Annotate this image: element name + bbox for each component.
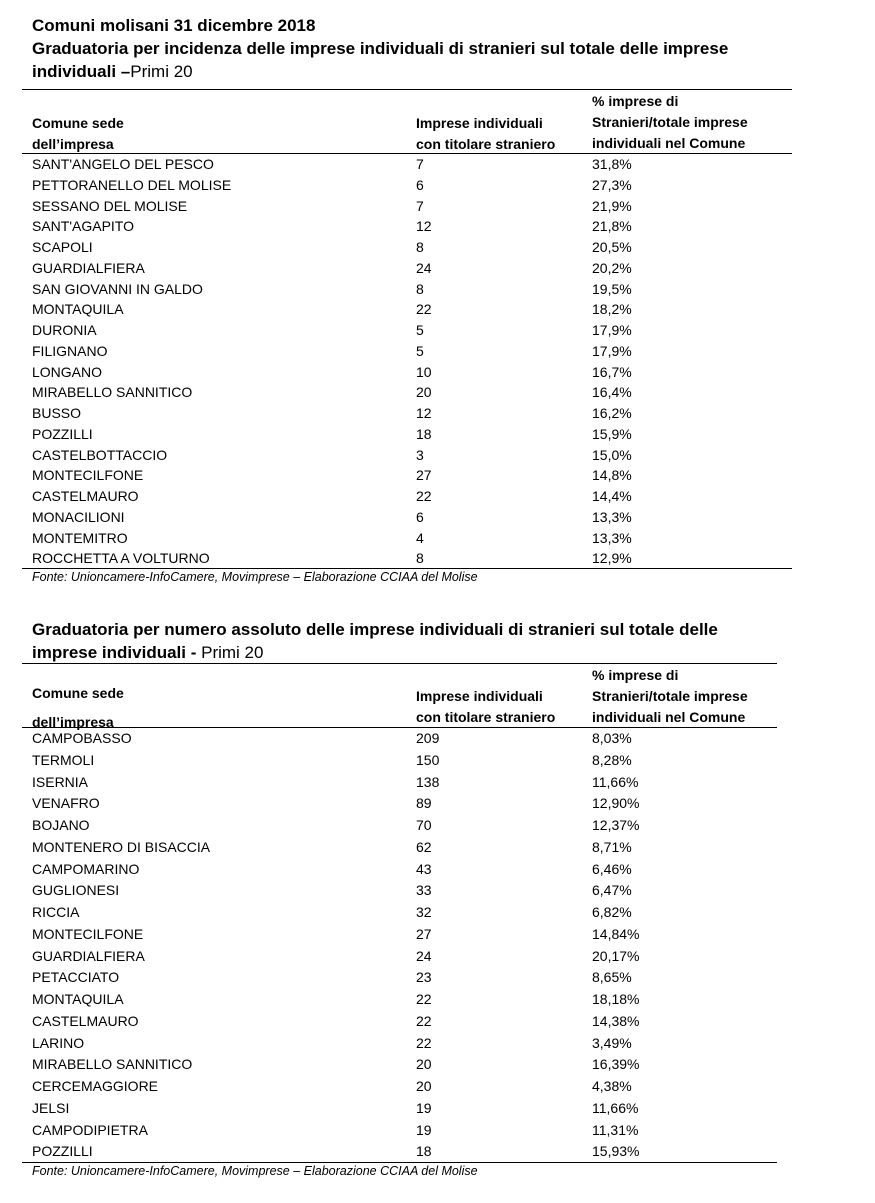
percent-cell: 18,18% (592, 991, 640, 1007)
imprese-cell: 8 (416, 550, 424, 567)
percent-cell: 13,3% (592, 508, 632, 525)
comune-cell: POZZILLI (32, 425, 93, 442)
comune-cell: GUARDIALFIERA (32, 259, 145, 276)
percent-cell: 12,37% (592, 817, 640, 833)
comune-cell: CASTELMAURO (32, 488, 139, 504)
table-row (32, 528, 792, 549)
table1-header-col1 (32, 113, 124, 155)
percent-cell: 20,5% (592, 239, 632, 255)
table1-header-col3-line3: individuali nel Comune (592, 135, 746, 151)
table-row (32, 424, 792, 445)
table1-header-col3-line1: % imprese di (592, 93, 679, 109)
table-row (32, 465, 792, 486)
comune-cell: LARINO (32, 1034, 85, 1051)
imprese-cell: 24 (416, 947, 432, 964)
percent-cell: 8,65% (592, 969, 632, 986)
comune-cell: POZZILLI (32, 1143, 93, 1160)
comune-cell: TERMOLI (32, 751, 95, 768)
table-row (32, 507, 792, 528)
imprese-cell: 5 (416, 342, 424, 359)
comune-cell: MONTAQUILA (32, 991, 124, 1007)
imprese-cell: 62 (416, 838, 432, 855)
table-row (32, 237, 792, 258)
comune-cell: SAN GIOVANNI IN GALDO (32, 280, 203, 297)
percent-cell: 12,90% (592, 795, 640, 812)
imprese-cell: 6 (416, 176, 424, 193)
imprese-cell: 12 (416, 218, 432, 235)
table-row (32, 946, 777, 968)
document-title: Comuni molisani 31 dicembre 2018 (32, 16, 316, 35)
table1-header-col3 (592, 91, 748, 154)
comune-cell: MONTEMITRO (32, 529, 128, 546)
table-row (32, 1054, 777, 1076)
table2-header-col3-line1: % imprese di (592, 667, 679, 683)
percent-cell: 8,28% (592, 751, 632, 768)
table2-top-rule (22, 663, 777, 664)
table1-header-col3-line2: Stranieri/totale imprese (592, 114, 748, 130)
table-row (32, 989, 777, 1011)
comune-cell: SANT'AGAPITO (32, 218, 134, 235)
imprese-cell: 18 (416, 425, 432, 442)
comune-cell: CASTELMAURO (32, 1012, 139, 1029)
imprese-cell: 19 (416, 1121, 432, 1138)
table2-source: Fonte: Unioncamere-InfoCamere, Movimprese – Elaborazione CCIAA del Molise (32, 1164, 478, 1178)
table1-title-line1: Graduatoria per incidenza delle imprese individuali di stranieri sul totale delle imprese (32, 39, 729, 58)
table2-header-col2 (416, 686, 555, 728)
table2-title-line1: Graduatoria per numero assoluto delle imprese individuali di stranieri sul totale delle (32, 620, 718, 639)
comune-cell: FILIGNANO (32, 342, 108, 359)
percent-cell: 21,9% (592, 197, 632, 214)
table-row (32, 403, 792, 424)
table-row (32, 837, 777, 859)
comune-cell: CAMPOBASSO (32, 730, 132, 746)
table2-title-normal: Primi 20 (201, 643, 264, 662)
comune-cell: RICCIA (32, 904, 80, 920)
table-row (32, 902, 777, 924)
imprese-cell: 22 (416, 488, 432, 504)
comune-cell: CASTELBOTTACCIO (32, 446, 168, 463)
comune-cell: ISERNIA (32, 773, 89, 790)
table1-header-col1-line2: dell’impresa (32, 136, 114, 152)
table1-header-col1-line1: Comune sede (32, 115, 124, 131)
percent-cell: 6,47% (592, 882, 632, 899)
imprese-cell: 70 (416, 817, 432, 833)
comune-cell: JELSI (32, 1099, 70, 1116)
comune-cell: PETTORANELLO DEL MOLISE (32, 176, 232, 193)
table-row (32, 154, 792, 175)
percent-cell: 18,2% (592, 301, 632, 318)
imprese-cell: 19 (416, 1099, 432, 1116)
table-row (32, 445, 792, 466)
table-row (32, 362, 792, 383)
imprese-cell: 150 (416, 751, 440, 768)
percent-cell: 12,9% (592, 550, 632, 567)
percent-cell: 16,7% (592, 363, 632, 380)
imprese-cell: 20 (416, 1078, 432, 1094)
percent-cell: 4,38% (592, 1078, 632, 1094)
table2-header-col3-line3: individuali nel Comune (592, 709, 746, 725)
table2-header-col2-line1: Imprese individuali (416, 688, 543, 704)
table1-bottom-rule (22, 568, 792, 569)
table2-header-col3 (592, 665, 748, 728)
percent-cell: 16,4% (592, 384, 632, 401)
percent-cell: 27,3% (592, 176, 632, 193)
table1-header-col2 (416, 113, 555, 155)
table-row (32, 1011, 777, 1033)
table1-header-col2-line2: con titolare straniero (416, 136, 556, 152)
comune-cell: MONTECILFONE (32, 925, 144, 942)
percent-cell: 11,66% (592, 773, 639, 790)
table-row (32, 382, 792, 403)
table-row (32, 815, 777, 837)
imprese-cell: 5 (416, 322, 424, 338)
percent-cell: 14,8% (592, 467, 632, 484)
imprese-cell: 22 (416, 991, 432, 1007)
table-row (32, 772, 777, 794)
comune-cell: BOJANO (32, 817, 90, 833)
imprese-cell: 33 (416, 882, 432, 899)
comune-cell: MONTECILFONE (32, 467, 144, 484)
imprese-cell: 3 (416, 446, 424, 463)
table-row (32, 299, 792, 320)
table2-header-col3-line2: Stranieri/totale imprese (592, 688, 748, 704)
imprese-cell: 7 (416, 197, 424, 214)
imprese-cell: 20 (416, 384, 432, 401)
percent-cell: 13,3% (592, 529, 632, 546)
percent-cell: 16,39% (592, 1056, 640, 1073)
table-row (32, 486, 792, 507)
comune-cell: SANT'ANGELO DEL PESCO (32, 156, 214, 172)
imprese-cell: 22 (416, 1034, 432, 1051)
imprese-cell: 209 (416, 730, 440, 746)
comune-cell: MONTENERO DI BISACCIA (32, 838, 211, 855)
table-row (32, 341, 792, 362)
comune-cell: SESSANO DEL MOLISE (32, 197, 188, 214)
percent-cell: 17,9% (592, 342, 632, 359)
percent-cell: 8,71% (592, 838, 632, 855)
comune-cell: GUGLIONESI (32, 882, 120, 899)
imprese-cell: 8 (416, 239, 424, 255)
comune-cell: MONACILIONI (32, 508, 125, 525)
table-row (32, 1120, 777, 1142)
table2-header-col2-line2: con titolare straniero (416, 709, 556, 725)
table1-title-block (32, 14, 728, 83)
imprese-cell: 32 (416, 904, 432, 920)
percent-cell: 19,5% (592, 280, 632, 297)
table1-source: Fonte: Unioncamere-InfoCamere, Movimprese – Elaborazione CCIAA del Molise (32, 570, 478, 584)
percent-cell: 16,2% (592, 405, 632, 421)
comune-cell: CAMPOMARINO (32, 860, 140, 877)
imprese-cell: 12 (416, 405, 432, 421)
percent-cell: 11,31% (592, 1121, 639, 1138)
table-row (32, 548, 792, 569)
comune-cell: DURONIA (32, 322, 97, 338)
table-row (32, 1033, 777, 1055)
imprese-cell: 10 (416, 363, 432, 380)
table-row (32, 216, 792, 237)
table-row (32, 1076, 777, 1098)
comune-cell: MIRABELLO SANNITICO (32, 1056, 193, 1073)
table1-top-rule (22, 89, 792, 90)
comune-cell: CERCEMAGGIORE (32, 1078, 159, 1094)
percent-cell: 14,84% (592, 925, 640, 942)
imprese-cell: 18 (416, 1143, 432, 1160)
table-row (32, 1098, 777, 1120)
percent-cell: 15,0% (592, 446, 632, 463)
table-row (32, 750, 777, 772)
comune-cell: MONTAQUILA (32, 301, 124, 318)
table2-bottom-rule (22, 1162, 777, 1163)
imprese-cell: 27 (416, 467, 432, 484)
imprese-cell: 20 (416, 1056, 432, 1073)
percent-cell: 20,2% (592, 259, 632, 276)
table1-title-line2 (32, 60, 728, 83)
percent-cell: 11,66% (592, 1099, 639, 1116)
table-row (32, 793, 777, 815)
imprese-cell: 22 (416, 301, 432, 318)
percent-cell: 15,93% (592, 1143, 640, 1160)
percent-cell: 14,38% (592, 1012, 640, 1029)
percent-cell: 15,9% (592, 425, 632, 442)
table2-title-bold: imprese individuali - (32, 643, 197, 662)
table2-title-block (32, 618, 718, 664)
imprese-cell: 24 (416, 259, 432, 276)
percent-cell: 17,9% (592, 322, 632, 338)
imprese-cell: 8 (416, 280, 424, 297)
table1-header-col2-line1: Imprese individuali (416, 115, 543, 131)
table-row (32, 967, 777, 989)
table1-title-bold: individuali – (32, 62, 131, 81)
comune-cell: VENAFRO (32, 795, 100, 812)
table-row (32, 175, 792, 196)
percent-cell: 31,8% (592, 156, 632, 172)
percent-cell: 21,8% (592, 218, 632, 235)
imprese-cell: 4 (416, 529, 424, 546)
comune-cell: CAMPODIPIETRA (32, 1121, 148, 1138)
comune-cell: MIRABELLO SANNITICO (32, 384, 193, 401)
table2-title-line2 (32, 641, 718, 664)
table-row (32, 924, 777, 946)
comune-cell: GUARDIALFIERA (32, 947, 145, 964)
comune-cell: PETACCIATO (32, 969, 120, 986)
percent-cell: 8,03% (592, 730, 632, 746)
table-row (32, 1141, 777, 1163)
percent-cell: 3,49% (592, 1034, 632, 1051)
table-row (32, 196, 792, 217)
table1-title-normal: Primi 20 (130, 62, 193, 81)
table-row (32, 279, 792, 300)
comune-cell: LONGANO (32, 363, 103, 380)
imprese-cell: 138 (416, 773, 440, 790)
imprese-cell: 22 (416, 1012, 432, 1029)
percent-cell: 6,82% (592, 904, 632, 920)
imprese-cell: 89 (416, 795, 432, 812)
comune-cell: BUSSO (32, 405, 82, 421)
table-row (32, 880, 777, 902)
percent-cell: 14,4% (592, 488, 632, 504)
imprese-cell: 43 (416, 860, 432, 877)
percent-cell: 6,46% (592, 860, 632, 877)
table-row (32, 320, 792, 341)
imprese-cell: 7 (416, 156, 424, 172)
comune-cell: SCAPOLI (32, 239, 93, 255)
comune-cell: ROCCHETTA A VOLTURNO (32, 550, 210, 567)
table2-header-col1-line1: Comune sede (32, 685, 124, 701)
table-row (32, 728, 777, 750)
percent-cell: 20,17% (592, 947, 640, 964)
imprese-cell: 23 (416, 969, 432, 986)
imprese-cell: 6 (416, 508, 424, 525)
table-row (32, 859, 777, 881)
table-row (32, 258, 792, 279)
imprese-cell: 27 (416, 925, 432, 942)
table2-header-col1-line2: dell’impresa (32, 714, 114, 730)
